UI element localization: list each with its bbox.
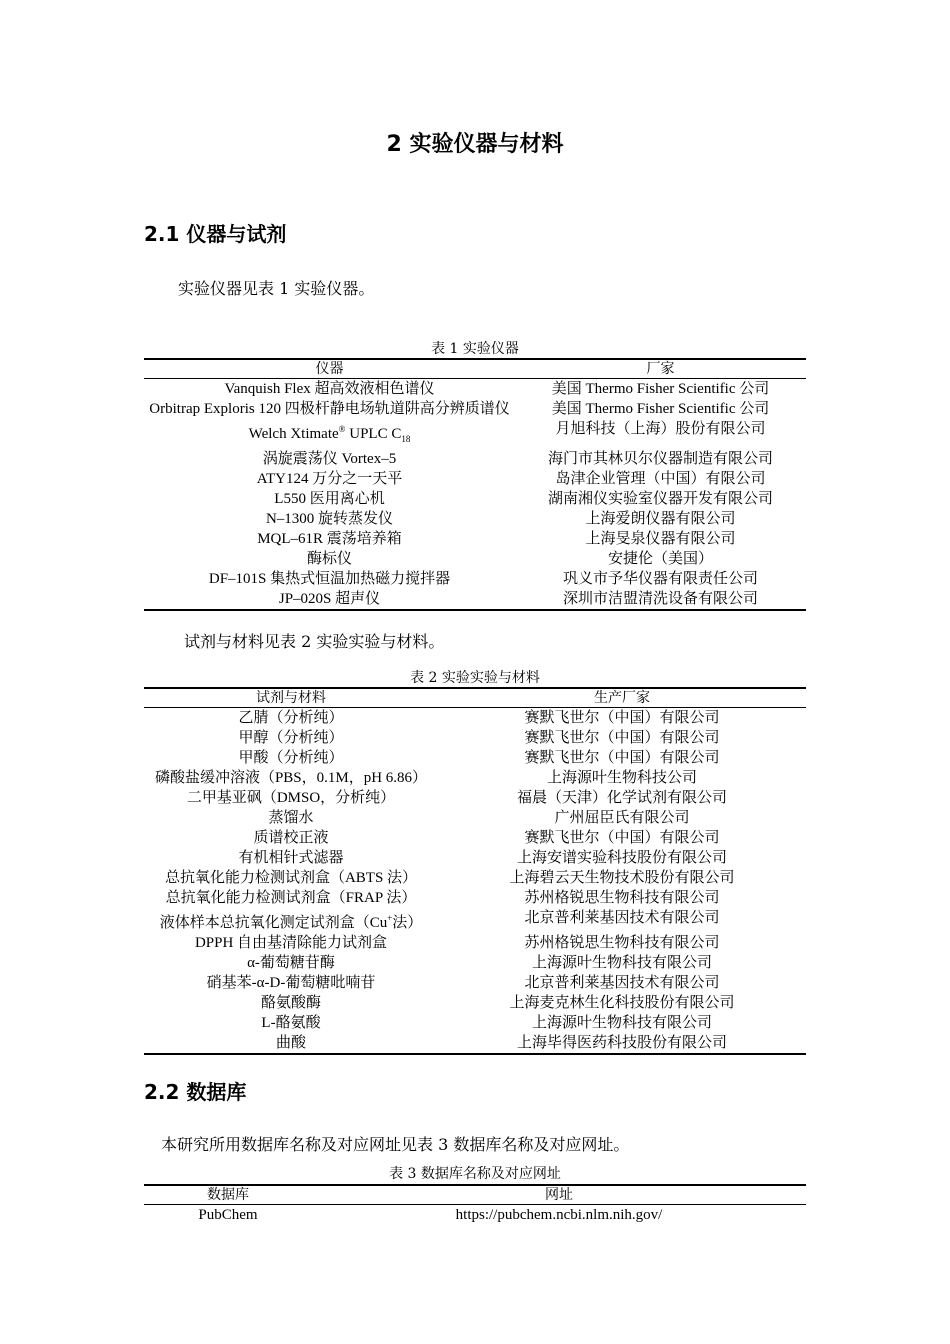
table-cell-source: 赛默飞世尔（中国）有限公司 — [524, 710, 720, 726]
table-row — [144, 993, 806, 1013]
table-cell-source: 上海源叶生物科技有限公司 — [531, 955, 712, 971]
table-cell-name: α-葡萄糖苷酶 — [247, 955, 335, 971]
table-row — [144, 1033, 806, 1054]
table-cell-source: https://pubchem.ncbi.nlm.nih.gov/ — [455, 1207, 663, 1223]
table-cell-name: MQL–61R 震荡培养箱 — [257, 531, 402, 547]
table-cell-name: 甲酸（分析纯） — [238, 750, 344, 766]
table-cell-name: Welch Xtimate® UPLC $C_{18}$ — [248, 424, 411, 444]
table-row — [144, 933, 806, 953]
table-cell-name: JP–020S 超声仪 — [144, 589, 515, 610]
table-cell-name: 曲酸 — [144, 1033, 438, 1054]
table-cell-name: DPPH 自由基清除能力试剂盒 — [194, 935, 388, 951]
table-cell-source: 苏州格锐思生物科技有限公司 — [524, 935, 720, 951]
table-row — [144, 549, 806, 569]
table-cell-name: 蒸馏水 — [268, 810, 314, 826]
table-cell-name: 磷酸盐缓冲溶液（PBS，0.1M，pH 6.86） — [154, 770, 428, 786]
column-header-reagent: 试剂与材料 — [144, 688, 438, 708]
column-header-instrument: 仪器 — [144, 359, 515, 379]
table-cell-name: 质谱校正液 — [253, 830, 329, 846]
paragraph-reagents-intro: 试剂与材料见表 2 实验实验与材料。 — [184, 632, 445, 651]
table-cell-name: 总抗氧化能力检测试剂盒（ABTS 法） — [164, 870, 418, 886]
table-cell-source: 美国 Thermo Fisher Scientific 公司 — [551, 381, 770, 397]
column-header-producer: 生产厂家 — [438, 688, 806, 708]
table-cell-source: 福晨（天津）化学试剂有限公司 — [516, 790, 727, 806]
table-cell-source: 月旭科技（上海）股份有限公司 — [555, 421, 766, 437]
table-cell-name: DF–101S 集热式恒温加热磁力搅拌器 — [208, 571, 451, 587]
table-row — [144, 449, 806, 469]
table-row — [144, 728, 806, 748]
table-cell-name: 甲醇（分析纯） — [238, 730, 344, 746]
table-row — [144, 589, 806, 610]
table-row — [144, 908, 806, 933]
table-cell-name: 液体样本总抗氧化测定试剂盒（Cu+法） — [159, 913, 423, 931]
table-cell-source: 上海源叶生物科技有限公司 — [531, 1015, 712, 1031]
table-cell-source: 湖南湘仪实验室仪器开发有限公司 — [547, 491, 773, 507]
table-cell-name: ATY124 万分之一天平 — [256, 471, 403, 487]
table-cell-source: 上海源叶生物科技公司 — [546, 770, 697, 786]
table-cell-source: 上海麦克林生化科技股份有限公司 — [509, 995, 735, 1011]
table-cell-name: 总抗氧化能力检测试剂盒（FRAP 法） — [165, 890, 417, 906]
table-cell-source: 深圳市洁盟清洗设备有限公司 — [515, 589, 806, 610]
reagent-table-body — [144, 708, 806, 1055]
table-cell-source: 广州屈臣氏有限公司 — [554, 810, 690, 826]
table-header-row — [144, 359, 806, 379]
table-cell-name: PubChem — [198, 1207, 258, 1223]
table-cell-source: 赛默飞世尔（中国）有限公司 — [524, 830, 720, 846]
table-cell-source: 美国 Thermo Fisher Scientific 公司 — [551, 401, 770, 417]
table-cell-source: 北京普利莱基因技术有限公司 — [524, 910, 720, 926]
table-cell-source: 上海毕得医药科技股份有限公司 — [438, 1033, 806, 1054]
table-row — [144, 848, 806, 868]
table-row — [144, 1013, 806, 1033]
table-row — [144, 379, 806, 400]
table-row — [144, 953, 806, 973]
table-cell-name: 涡旋震荡仪 Vortex–5 — [262, 451, 397, 467]
chapter-title: 2 实验仪器与材料 — [386, 132, 564, 157]
column-header-url: 网址 — [312, 1185, 806, 1205]
table-cell-name: 酶标仪 — [306, 551, 352, 567]
table-row — [144, 489, 806, 509]
table-header-row — [144, 688, 806, 708]
paragraph-database-intro: 本研究所用数据库名称及对应网址见表 3 数据库名称及对应网址。 — [161, 1135, 630, 1154]
table-cell-source: 安捷伦（美国） — [607, 551, 713, 567]
table-cell-name: 二甲基亚砜（DMSO，分析纯） — [186, 790, 396, 806]
table-cell-name: Vanquish Flex 超高效液相色谱仪 — [224, 381, 435, 397]
table3-caption: 表 3 数据库名称及对应网址 — [389, 1166, 561, 1182]
table-cell-source: 苏州格锐思生物科技有限公司 — [524, 890, 720, 906]
table-row — [144, 419, 806, 449]
table-row — [144, 529, 806, 549]
table-cell-name: L-酪氨酸 — [261, 1015, 321, 1031]
reagent-table — [144, 687, 806, 1055]
table-cell-name: 乙腈（分析纯） — [238, 710, 344, 726]
table1-caption: 表 1 实验仪器 — [431, 341, 519, 357]
table-row — [144, 868, 806, 888]
table-row — [144, 748, 806, 768]
paragraph-instruments-intro: 实验仪器见表 1 实验仪器。 — [178, 279, 375, 298]
instrument-table — [144, 358, 806, 611]
instrument-table-body — [144, 379, 806, 611]
table-cell-name: Orbitrap Exploris 120 四极杆静电场轨道阱高分辨质谱仪 — [149, 401, 510, 417]
table-row — [144, 569, 806, 589]
table2-caption: 表 2 实验实验与材料 — [410, 670, 540, 686]
table-row — [144, 768, 806, 788]
table-cell-source: 海门市其林贝尔仪器制造有限公司 — [547, 451, 773, 467]
table-row — [144, 808, 806, 828]
table-row — [144, 828, 806, 848]
table-cell-source: 巩义市予华仪器有限责任公司 — [562, 571, 758, 587]
column-header-database: 数据库 — [144, 1185, 312, 1205]
database-table-body — [144, 1205, 806, 1226]
table-cell-name: N–1300 旋转蒸发仪 — [265, 511, 394, 527]
table-cell-source: 上海碧云天生物技术股份有限公司 — [509, 870, 735, 886]
table-row — [144, 469, 806, 489]
table-row — [144, 788, 806, 808]
table-cell-name: 硝基苯-α-D-葡萄糖吡喃苷 — [206, 975, 376, 991]
table-cell-source: 上海旻泉仪器有限公司 — [585, 531, 736, 547]
column-header-manufacturer: 厂家 — [515, 359, 806, 379]
table-cell-name: L550 医用离心机 — [274, 491, 385, 507]
table-cell-source: 赛默飞世尔（中国）有限公司 — [524, 730, 720, 746]
table-row — [144, 708, 806, 729]
section-title-database: 2.2 数据库 — [144, 1080, 247, 1104]
table-cell-name: 酪氨酸酶 — [260, 995, 321, 1011]
table-row — [144, 973, 806, 993]
table-cell-name: 有机相针式滤器 — [238, 850, 344, 866]
table-row — [144, 509, 806, 529]
table-cell-source: 岛津企业管理（中国）有限公司 — [555, 471, 766, 487]
table-header-row — [144, 1185, 806, 1205]
section-title-instruments: 2.1 仪器与试剂 — [144, 222, 287, 246]
table-cell-source: 北京普利莱基因技术有限公司 — [524, 975, 720, 991]
database-table — [144, 1184, 806, 1225]
table-row — [144, 399, 806, 419]
table-row — [144, 1205, 806, 1226]
table-cell-source: 上海爱朗仪器有限公司 — [585, 511, 736, 527]
table-cell-source: 赛默飞世尔（中国）有限公司 — [524, 750, 720, 766]
table-cell-source: 上海安谱实验科技股份有限公司 — [516, 850, 727, 866]
table-row — [144, 888, 806, 908]
